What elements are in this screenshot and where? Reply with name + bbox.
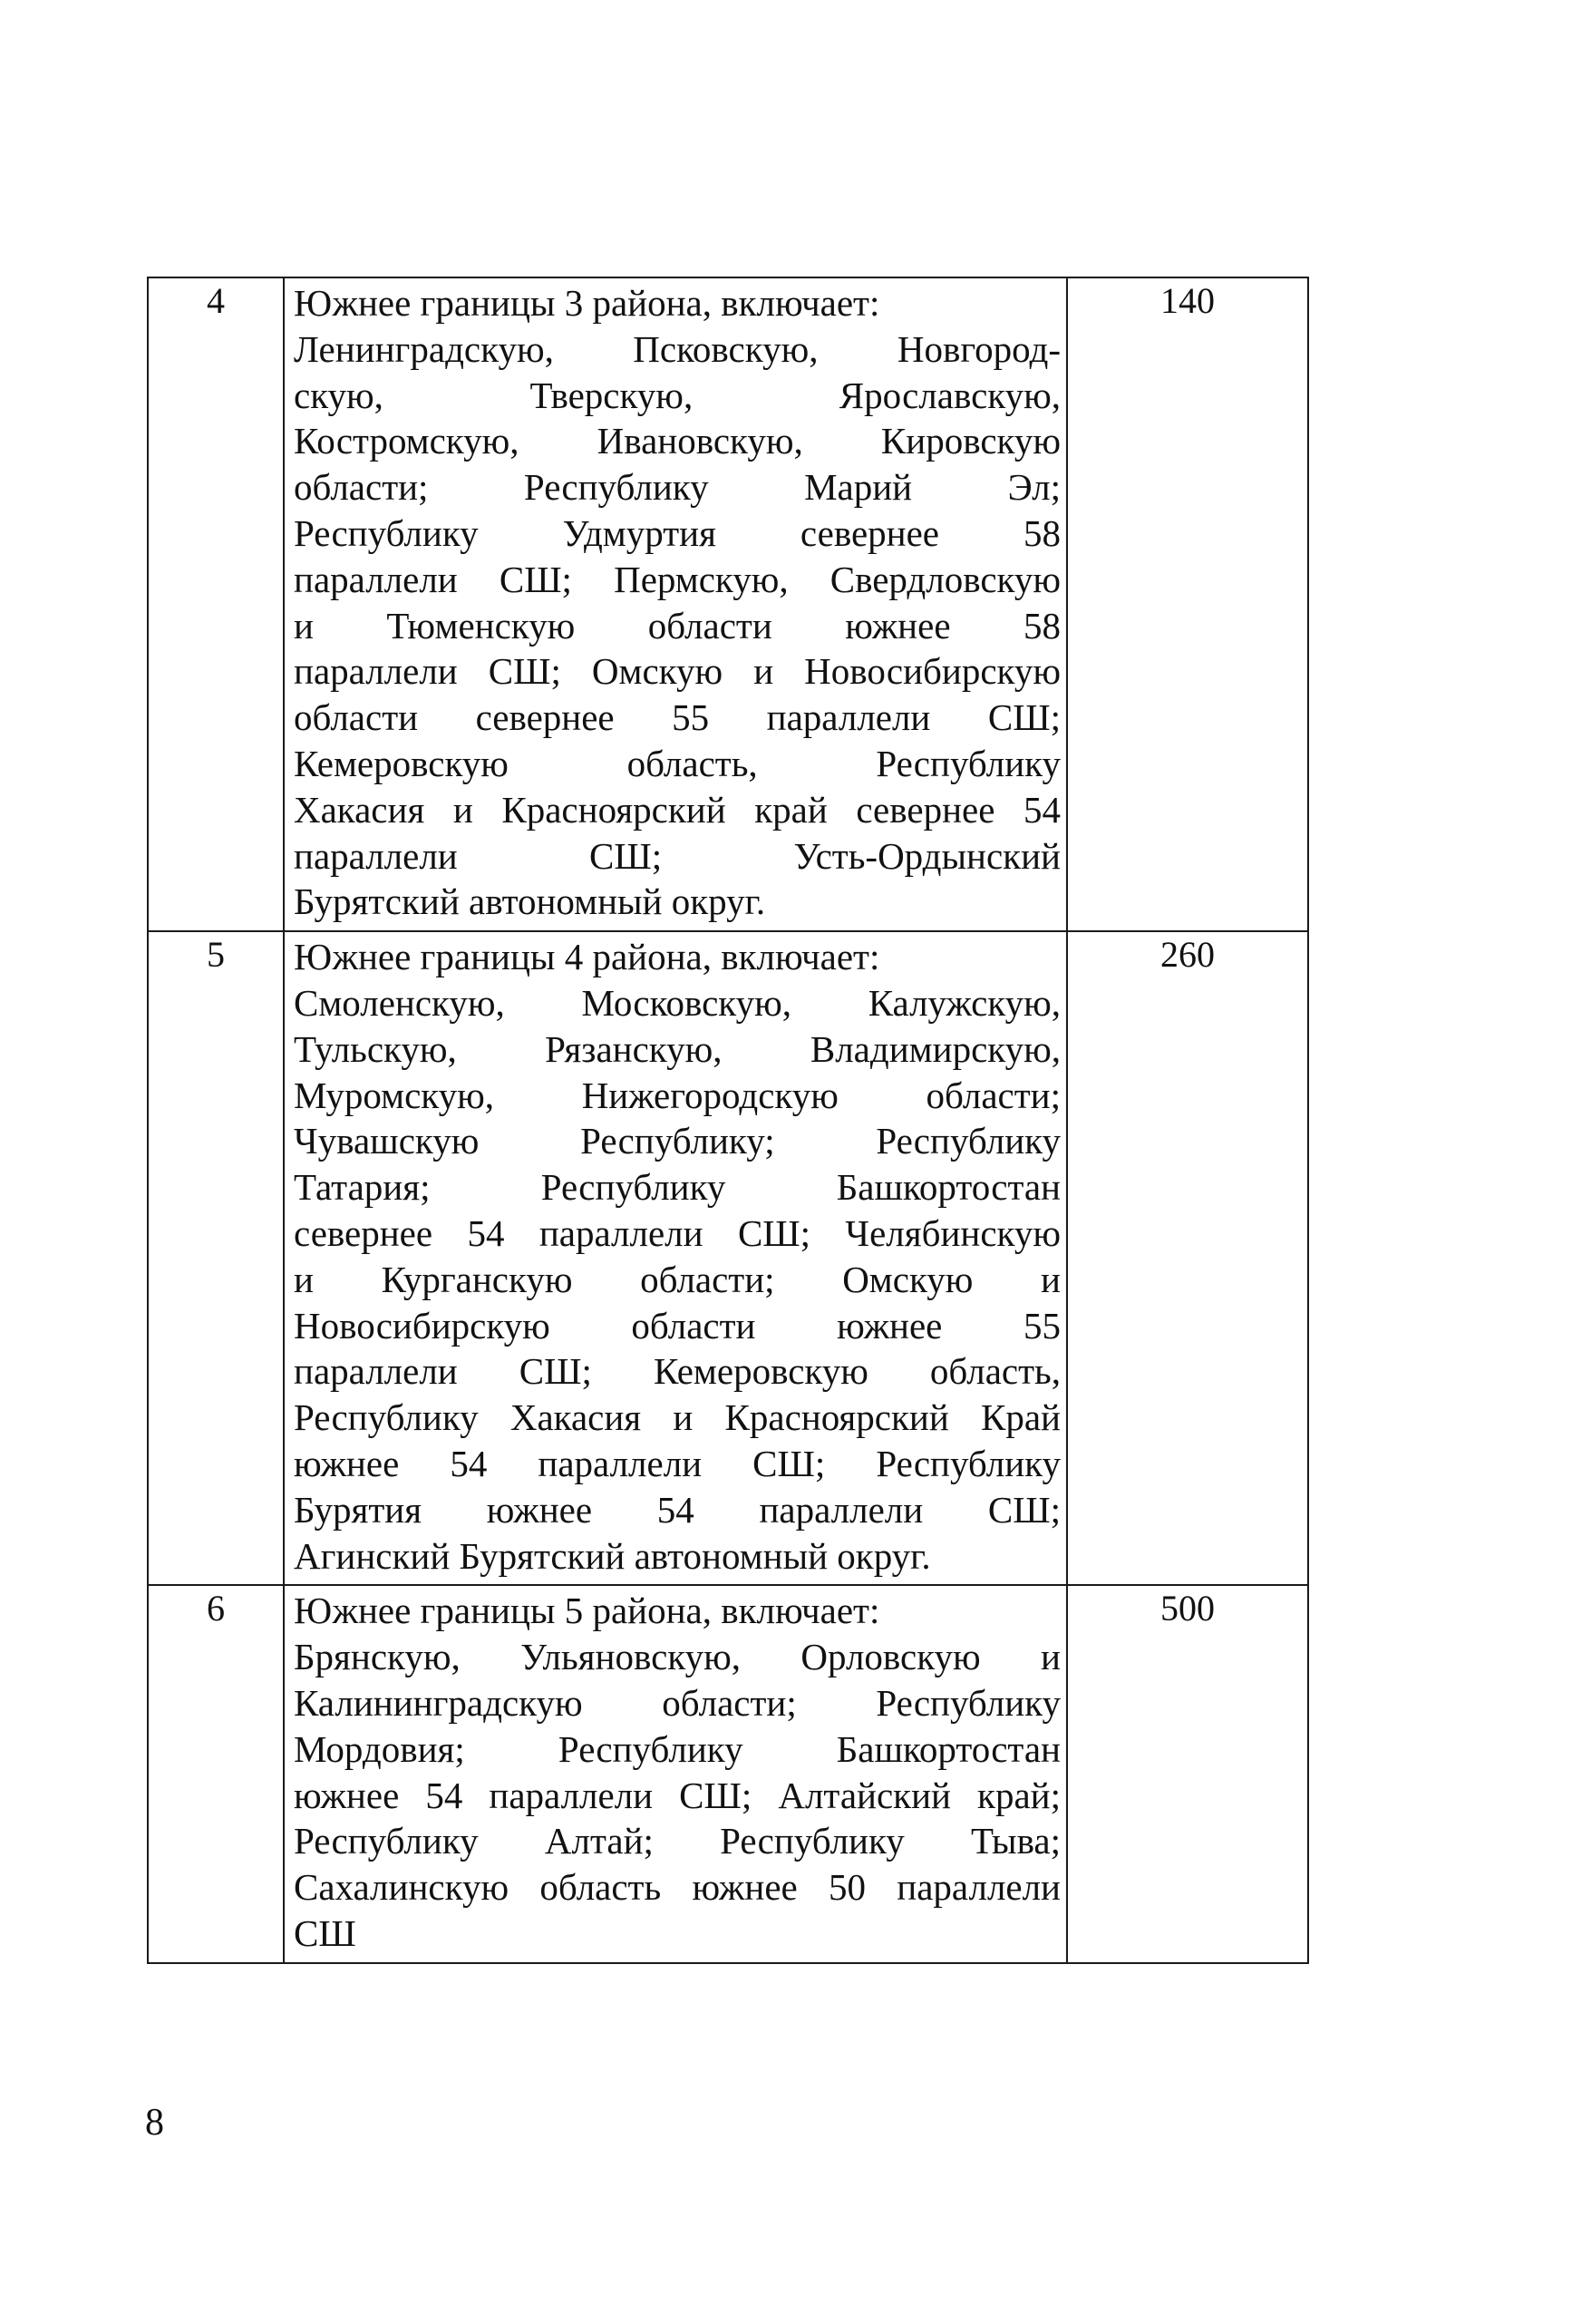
- description-line: Муромскую, Нижегородскую области;: [294, 1074, 1061, 1116]
- description-line: Южнее границы 5 района, включает:: [294, 1590, 880, 1632]
- table-row: [148, 1585, 1308, 1962]
- description-line: Хакасия и Красноярский край севернее 54: [294, 788, 1061, 831]
- description-line: Мордовия; Республику Башкортостан: [294, 1727, 1061, 1770]
- description-line: Республику Алтай; Республику Тыва;: [294, 1820, 1061, 1862]
- description-line: скую, Тверскую, Ярославскую,: [294, 374, 1061, 416]
- table-row: [148, 277, 1308, 931]
- row-value-cell: 140: [1067, 277, 1308, 931]
- row-value-cell: 500: [1067, 1585, 1308, 1962]
- description-line: СШ: [294, 1911, 356, 1954]
- description-line: Чувашскую Республику; Республику: [294, 1120, 1061, 1162]
- description-line: параллели СШ; Усть-Ордынский: [294, 834, 1061, 877]
- description-line: Бурятский автономный округ.: [294, 880, 766, 923]
- description-line: Тульскую, Рязанскую, Владимирскую,: [294, 1027, 1061, 1070]
- description-line: Смоленскую, Московскую, Калужскую,: [294, 981, 1061, 1024]
- description-line: и Тюменскую области южнее 58: [294, 604, 1061, 647]
- row-description-cell: [284, 277, 1067, 931]
- description-line: Южнее границы 3 района, включает:: [294, 282, 880, 324]
- description-line: Новосибирскую области южнее 55: [294, 1304, 1061, 1347]
- description-line: Калининградскую области; Республику: [294, 1681, 1061, 1724]
- description-line: параллели СШ; Кемеровскую область,: [294, 1350, 1061, 1393]
- description-line: южнее 54 параллели СШ; Республику: [294, 1442, 1061, 1484]
- regions-table: [147, 277, 1309, 1964]
- description-line: Костромскую, Ивановскую, Кировскую: [294, 420, 1061, 462]
- description-line: области; Республику Марий Эл;: [294, 466, 1061, 509]
- description-line: Бурятия южнее 54 параллели СШ;: [294, 1488, 1061, 1531]
- row-number-cell: 6: [148, 1585, 284, 1962]
- table-row: [148, 931, 1308, 1585]
- row-description-cell: [284, 1585, 1067, 1962]
- page-number: 8: [145, 2102, 164, 2144]
- row-description-cell: [284, 931, 1067, 1585]
- row-value-cell: 260: [1067, 931, 1308, 1585]
- description-line: Брянскую, Ульяновскую, Орловскую и: [294, 1636, 1061, 1678]
- description-line: параллели СШ; Пермскую, Свердловскую: [294, 558, 1061, 600]
- row-number-cell: 4: [148, 277, 284, 931]
- description-line: Республику Хакасия и Красноярский Край: [294, 1396, 1061, 1439]
- description-line: параллели СШ; Омскую и Новосибирскую: [294, 650, 1061, 693]
- regions-table-body: [148, 277, 1308, 1963]
- description-line: Южнее границы 4 района, включает:: [294, 936, 880, 978]
- description-line: Татария; Республику Башкортостан: [294, 1166, 1061, 1209]
- description-line: Сахалинскую область южнее 50 параллели: [294, 1866, 1061, 1909]
- description-line: Агинский Бурятский автономный округ.: [294, 1534, 931, 1577]
- description-line: Республику Удмуртия севернее 58: [294, 511, 1061, 554]
- description-line: севернее 54 параллели СШ; Челябинскую: [294, 1211, 1061, 1254]
- description-line: и Курганскую области; Омскую и: [294, 1258, 1061, 1300]
- description-line: Кемеровскую область, Республику: [294, 742, 1061, 784]
- description-line: области севернее 55 параллели СШ;: [294, 696, 1061, 739]
- description-line: Ленинградскую, Псковскую, Новгород-: [294, 327, 1061, 370]
- row-number-cell: 5: [148, 931, 284, 1585]
- description-line: южнее 54 параллели СШ; Алтайский край;: [294, 1774, 1061, 1816]
